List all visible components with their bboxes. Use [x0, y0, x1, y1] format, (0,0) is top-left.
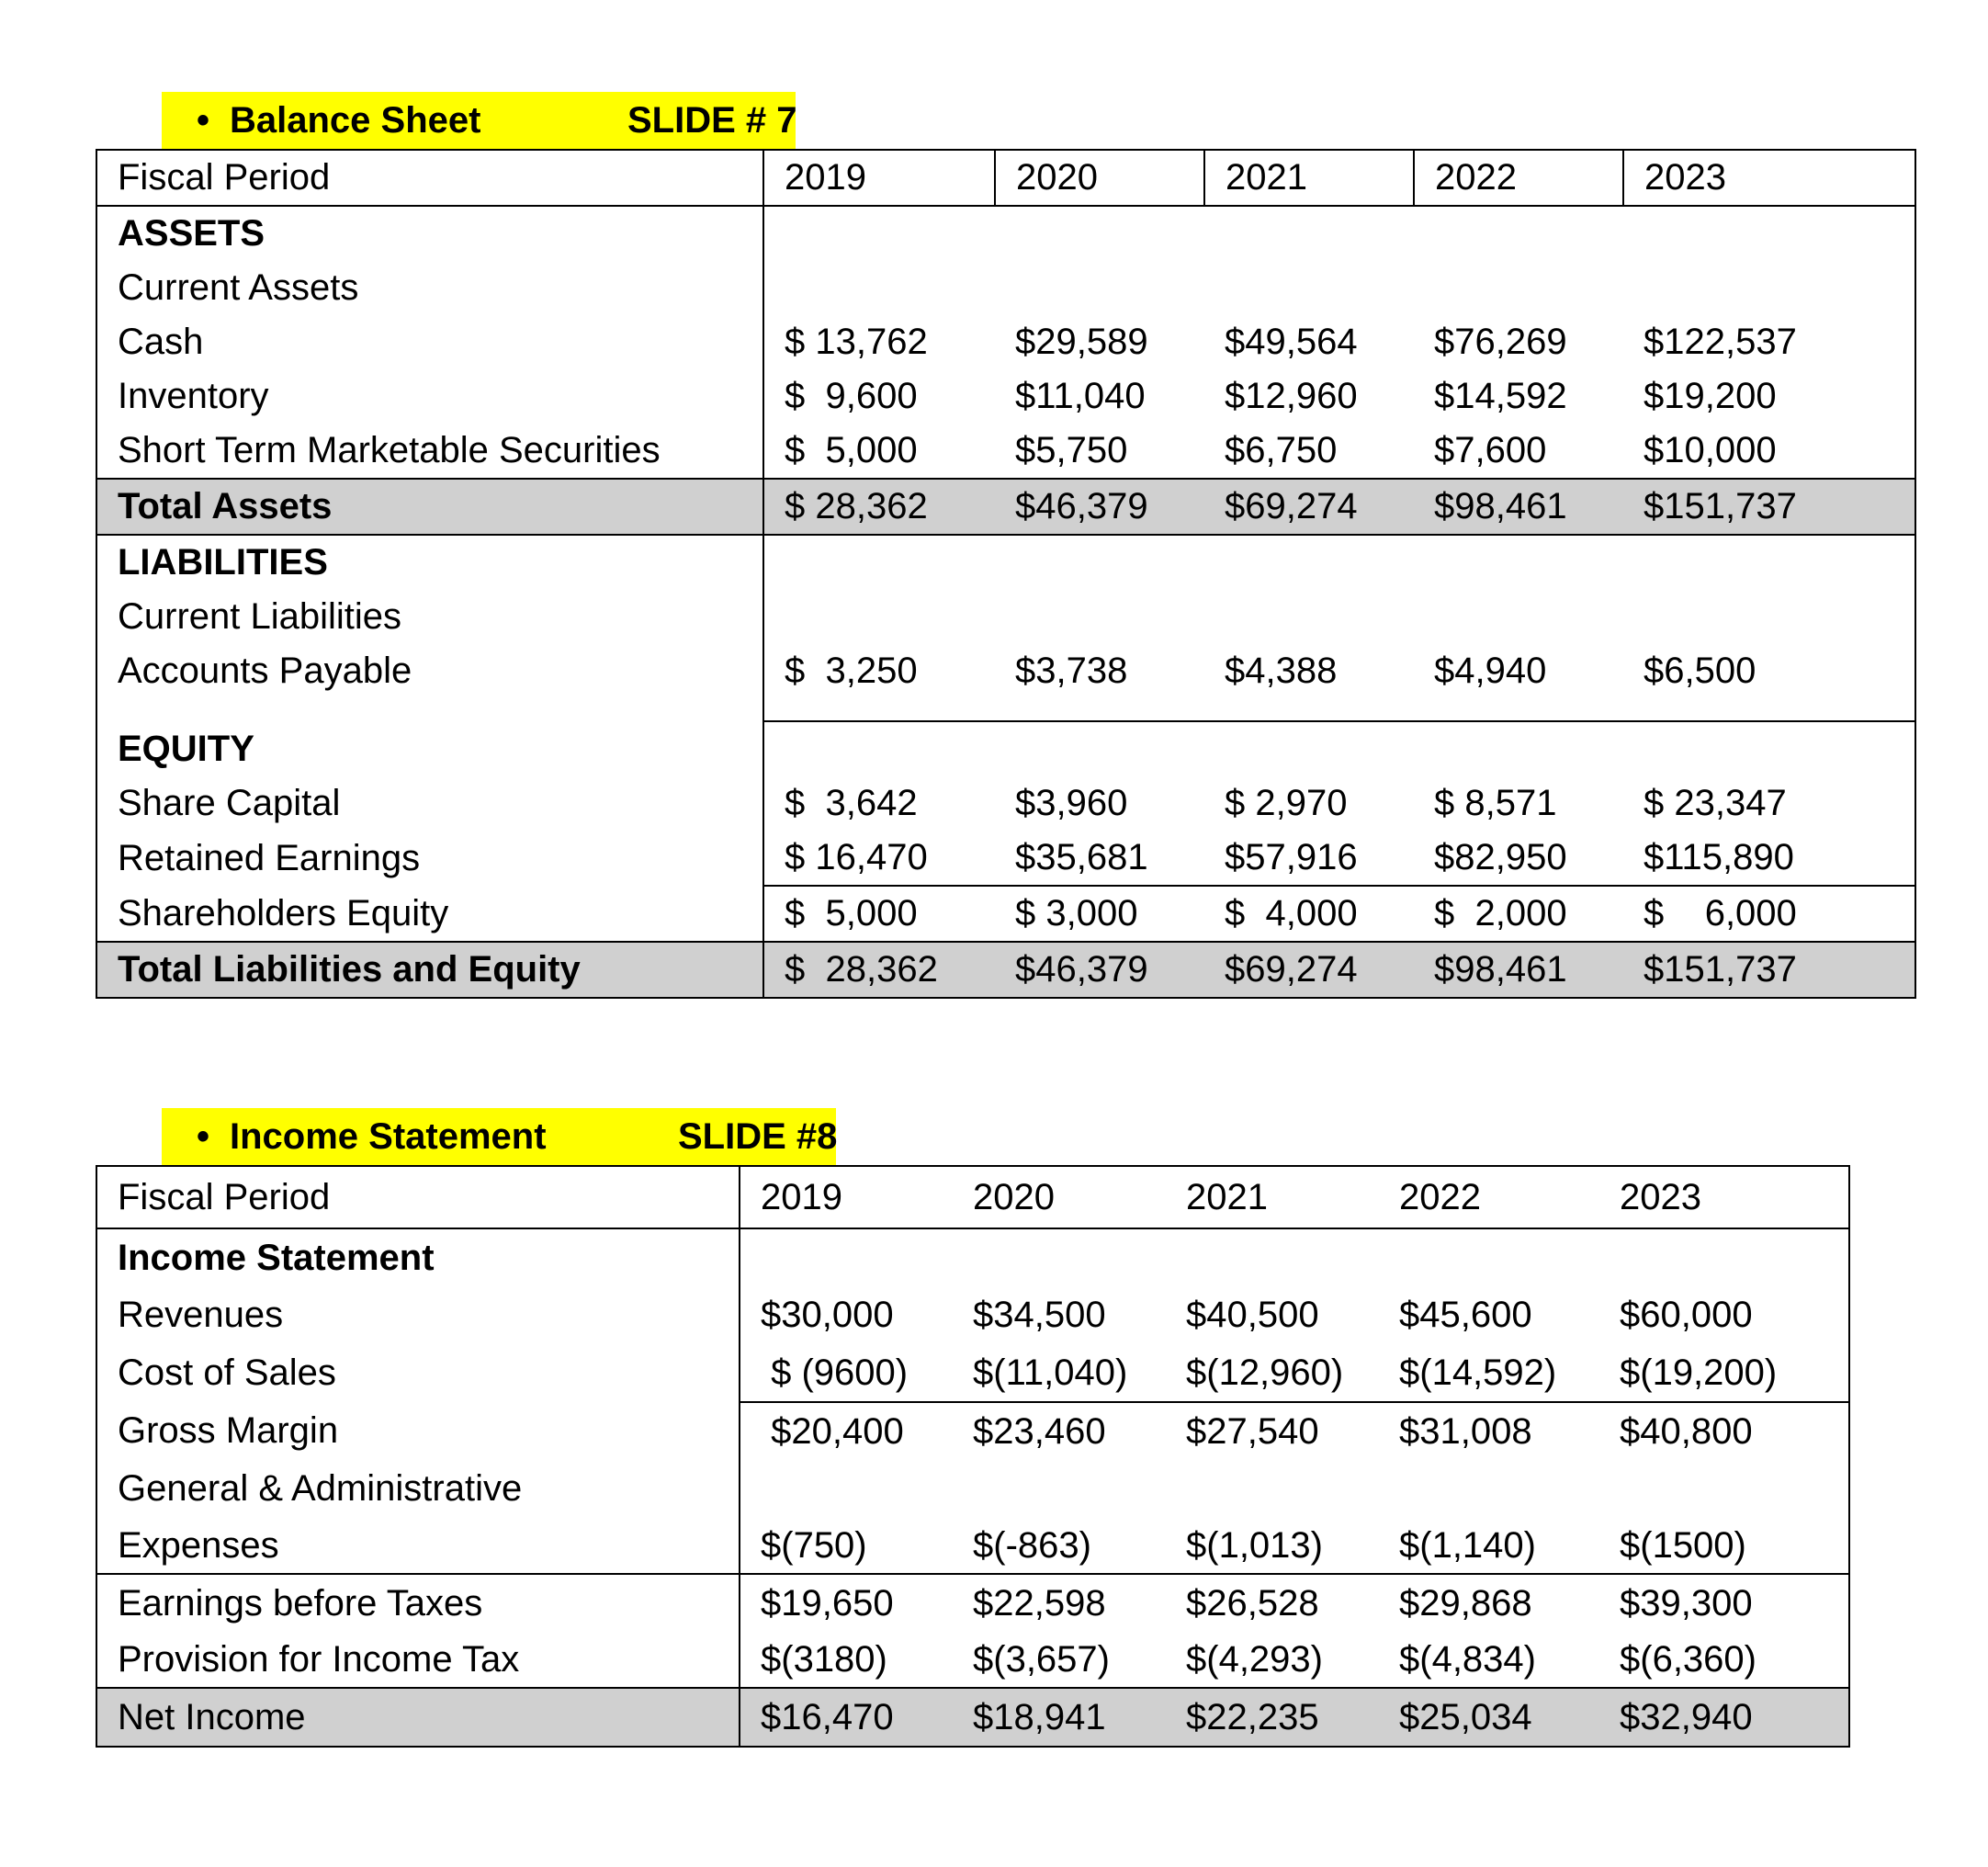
cell-value: $ 6,000 — [1623, 886, 1915, 942]
cell-value: $32,940 — [1599, 1688, 1849, 1747]
cell-value: $(11,040) — [973, 1352, 1128, 1393]
income-statement-title-bar — [162, 1108, 836, 1165]
table-row — [96, 206, 1915, 261]
cell-value: $40,500 — [1186, 1295, 1319, 1335]
cell-value: $(6,360) — [1599, 1633, 1849, 1688]
table-row — [96, 369, 1915, 424]
cell-value: $ 2,000 — [1414, 886, 1623, 942]
cell-value: $ 2,970 — [1225, 783, 1348, 823]
income-statement-slide-label: SLIDE #8 — [678, 1116, 838, 1157]
cell-value: $19,650 — [740, 1574, 953, 1633]
row-label: General & Administrative — [96, 1460, 740, 1518]
cell-value: $39,300 — [1599, 1574, 1849, 1633]
income-statement-heading: Income Statement — [96, 1228, 740, 1286]
header-year: 2022 — [1379, 1166, 1599, 1228]
row-label: Accounts Payable — [96, 644, 763, 698]
header-label: Fiscal Period — [96, 1166, 740, 1228]
cell-value: $ 3,000 — [995, 886, 1204, 942]
cell-value: $(1500) — [1599, 1518, 1849, 1574]
cell-value: $27,540 — [1166, 1402, 1379, 1460]
row-label: Total Liabilities and Equity — [96, 942, 763, 998]
row-label: Earnings before Taxes — [96, 1574, 740, 1633]
header-year: 2019 — [740, 1166, 953, 1228]
table-row — [96, 1228, 1849, 1286]
cell-value: $16,470 — [740, 1688, 953, 1747]
row-label: Retained Earnings — [96, 831, 763, 886]
cell-value: $98,461 — [1414, 479, 1623, 535]
row-label: Share Capital — [96, 776, 763, 831]
cell-value: $(1,140) — [1399, 1524, 1536, 1566]
cell-value: $46,379 — [995, 942, 1204, 998]
table-row — [96, 424, 1915, 479]
header-label: Fiscal Period — [96, 150, 763, 206]
row-label: Total Assets — [96, 479, 763, 535]
header-year: 2020 — [953, 1166, 1166, 1228]
row-label: Net Income — [96, 1688, 740, 1747]
table-row — [96, 1460, 1849, 1518]
cell-value: $57,916 — [1225, 837, 1358, 877]
header-year: 2021 — [1166, 1166, 1379, 1228]
bullet-icon: • — [197, 100, 210, 141]
table-row — [96, 721, 1915, 776]
cell-value: $(12,960) — [1186, 1352, 1344, 1393]
current-assets-label: Current Assets — [96, 261, 763, 315]
row-label: Expenses — [96, 1518, 740, 1574]
cell-value: $45,600 — [1399, 1295, 1532, 1335]
row-label: Inventory — [96, 369, 763, 424]
cell-value: $40,800 — [1599, 1402, 1849, 1460]
table-row — [96, 644, 1915, 698]
header-year: 2020 — [995, 150, 1204, 206]
cell-value: $(-863) — [973, 1524, 1091, 1566]
cell-value: $34,500 — [973, 1295, 1106, 1335]
cell-value: $5,750 — [1015, 430, 1128, 470]
cell-value: $12,960 — [1225, 376, 1358, 416]
table-row — [96, 535, 1915, 590]
cell-value: $23,460 — [953, 1402, 1166, 1460]
cell-value: $ 3,250 — [785, 651, 918, 691]
cell-value: $29,589 — [1015, 322, 1148, 362]
cell-value: $6,500 — [1623, 644, 1915, 698]
cell-value: $ 28,362 — [763, 479, 995, 535]
cell-value: $ 28,362 — [763, 942, 995, 998]
cell-value: $7,600 — [1434, 430, 1547, 470]
cell-value: $19,200 — [1623, 369, 1915, 424]
row-label: Cash — [96, 315, 763, 369]
bullet-icon: • — [197, 1116, 210, 1157]
cell-value: $(3,657) — [973, 1639, 1110, 1680]
cell-value: $ 16,470 — [785, 837, 928, 877]
table-row-total — [96, 479, 1915, 535]
table-row-total — [96, 1688, 1849, 1747]
balance-sheet-title: Balance Sheet — [230, 100, 481, 141]
cell-value: $151,737 — [1623, 479, 1915, 535]
table-row — [96, 261, 1915, 315]
table-row — [96, 1633, 1849, 1688]
cell-value: $10,000 — [1623, 424, 1915, 479]
row-label: Revenues — [96, 1286, 740, 1344]
cell-value: $46,379 — [995, 479, 1204, 535]
balance-sheet-table — [96, 149, 1916, 999]
equity-heading: EQUITY — [96, 721, 763, 776]
cell-value: $151,737 — [1623, 942, 1915, 998]
cell-value: $ 8,571 — [1434, 783, 1557, 823]
table-row — [96, 150, 1915, 206]
cell-value: $(14,592) — [1399, 1352, 1557, 1393]
cell-value: $49,564 — [1225, 322, 1358, 362]
table-row — [96, 1166, 1849, 1228]
cell-value: $ 9,600 — [785, 376, 918, 416]
cell-value: $ 3,642 — [785, 783, 918, 823]
table-row — [96, 831, 1915, 886]
income-statement-table — [96, 1165, 1850, 1748]
cell-value: $29,868 — [1379, 1574, 1599, 1633]
cell-value: $ 13,762 — [785, 322, 928, 362]
header-year: 2021 — [1204, 150, 1414, 206]
table-row — [96, 1286, 1849, 1344]
row-label: Cost of Sales — [96, 1344, 740, 1402]
cell-value: $22,598 — [953, 1574, 1166, 1633]
cell-value: $60,000 — [1599, 1286, 1849, 1344]
cell-value: $18,941 — [953, 1688, 1166, 1747]
cell-value: $22,235 — [1166, 1688, 1379, 1747]
cell-value: $76,269 — [1434, 322, 1567, 362]
balance-sheet-title-bar — [162, 92, 796, 149]
cell-value: $115,890 — [1623, 831, 1915, 886]
table-row-total — [96, 942, 1915, 998]
balance-sheet-slide-label: SLIDE # 7 — [627, 100, 797, 141]
current-liabilities-label: Current Liabilities — [96, 590, 763, 644]
cell-value: $69,274 — [1204, 479, 1414, 535]
assets-heading: ASSETS — [96, 206, 763, 261]
cell-value: $14,592 — [1434, 376, 1567, 416]
cell-value: $6,750 — [1225, 430, 1338, 470]
cell-value: $(4,293) — [1186, 1639, 1323, 1680]
cell-value: $98,461 — [1414, 942, 1623, 998]
header-year: 2022 — [1414, 150, 1623, 206]
cell-value: $(750) — [761, 1524, 867, 1566]
cell-value: $4,388 — [1225, 651, 1338, 691]
cell-value: $69,274 — [1204, 942, 1414, 998]
cell-value: $ 5,000 — [763, 886, 995, 942]
row-label: Provision for Income Tax — [96, 1633, 740, 1688]
cell-value: $122,537 — [1623, 315, 1915, 369]
table-row — [96, 590, 1915, 644]
cell-value: $ 5,000 — [785, 430, 918, 470]
table-row — [96, 776, 1915, 831]
header-year: 2019 — [763, 150, 995, 206]
cell-value: $ (9600) — [761, 1352, 909, 1393]
cell-value: $3,738 — [1015, 651, 1128, 691]
cell-value: $26,528 — [1166, 1574, 1379, 1633]
header-year: 2023 — [1623, 150, 1915, 206]
cell-value: $35,681 — [1015, 837, 1148, 877]
header-year: 2023 — [1599, 1166, 1849, 1228]
cell-value: $ 23,347 — [1623, 776, 1915, 831]
table-row — [96, 886, 1915, 942]
cell-value: $20,400 — [740, 1402, 953, 1460]
table-row — [96, 1402, 1849, 1460]
cell-value: $(3180) — [761, 1639, 887, 1680]
table-row — [96, 315, 1915, 369]
income-statement-title: Income Statement — [230, 1116, 547, 1157]
table-row — [96, 1344, 1849, 1402]
cell-value: $(1,013) — [1186, 1524, 1323, 1566]
cell-value: $4,940 — [1434, 651, 1547, 691]
cell-value: $30,000 — [761, 1295, 894, 1335]
cell-value: $11,040 — [1015, 376, 1146, 416]
row-label: Short Term Marketable Securities — [96, 424, 763, 479]
cell-value: $(4,834) — [1399, 1639, 1536, 1680]
row-label: Gross Margin — [96, 1402, 740, 1460]
cell-value: $25,034 — [1379, 1688, 1599, 1747]
cell-value: $82,950 — [1434, 837, 1567, 877]
table-row — [96, 1574, 1849, 1633]
cell-value: $ 4,000 — [1204, 886, 1414, 942]
liabilities-heading: LIABILITIES — [96, 535, 763, 590]
cell-value: $31,008 — [1379, 1402, 1599, 1460]
row-label: Shareholders Equity — [96, 886, 763, 942]
cell-value: $(19,200) — [1599, 1344, 1849, 1402]
cell-value: $3,960 — [1015, 783, 1128, 823]
table-row — [96, 1518, 1849, 1574]
